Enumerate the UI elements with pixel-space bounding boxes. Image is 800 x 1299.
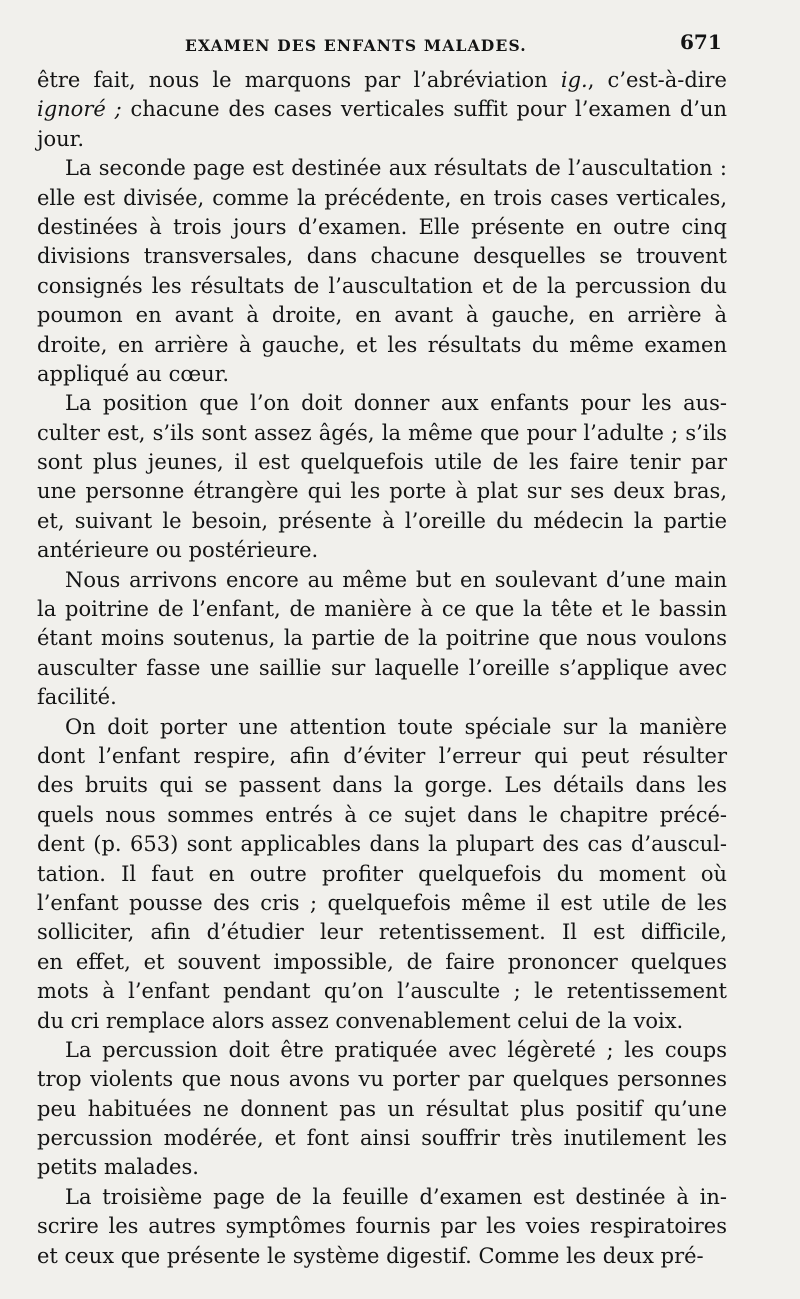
text-line: une personne étrangère qui les porte à plat sur ses deux bras,	[37, 479, 727, 504]
text-line: quels nous sommes entrés à ce sujet dans le chapitre précé-	[37, 802, 727, 827]
text-line: destinées à trois jours d’examen. Elle présente en outre cinq	[37, 214, 727, 239]
text-line: elle est divisée, comme la précédente, en trois cases verticales,	[37, 185, 727, 210]
text-line: et, suivant le besoin, présente à l’oreille du médecin la partie	[37, 508, 727, 533]
page-header	[0, 30, 800, 60]
text-line: droite, en arrière à gauche, et les résultats du même examen	[37, 332, 727, 357]
text-line: La percussion doit être pratiquée avec légèreté ; les coups	[65, 1037, 727, 1062]
text-line: sont plus jeunes, il est quelquefois utile de les faire tenir par	[37, 450, 727, 475]
text-line: poumon en avant à droite, en avant à gauche, en arrière à	[37, 303, 727, 328]
text-line: facilité.	[37, 685, 117, 710]
paragraph	[37, 713, 727, 1036]
paragraph	[37, 154, 727, 389]
page-number: 671	[680, 30, 722, 54]
text-line: divisions transversales, dans chacune desquelles se trouvent	[37, 244, 727, 269]
text-line: culter est, s’ils sont assez âgés, la même que pour l’adulte ; s’ils	[37, 420, 727, 445]
text-line: On doit porter une attention toute spéciale sur la manière	[65, 714, 727, 739]
text-line: jour.	[37, 126, 85, 151]
text-line: Nous arrivons encore au même but en soulevant d’une main	[65, 567, 727, 592]
text-line: antérieure ou postérieure.	[37, 538, 319, 563]
text-line: consignés les résultats de l’auscultation et de la percussion du	[37, 273, 727, 298]
text-line: solliciter, afin d’étudier leur retentissement. Il est difficile,	[37, 920, 727, 945]
body-text	[37, 66, 727, 1271]
text-line: tation. Il faut en outre profiter quelquefois du moment où	[37, 861, 727, 886]
text-line: appliqué au cœur.	[37, 361, 230, 386]
text-line: La seconde page est destinée aux résultats de l’auscultation :	[65, 156, 727, 181]
text-line: dont l’enfant respire, afin d’éviter l’erreur qui peut résulter	[37, 743, 727, 768]
text-line: du cri remplace alors assez convenablement celui de la voix.	[37, 1008, 684, 1033]
text-line: ignoré ; chacune des cases verticales suffit pour l’examen d’un	[37, 97, 728, 122]
paragraph	[37, 1036, 727, 1183]
text-line: La position que l’on doit donner aux enfants pour les aus-	[65, 391, 727, 416]
paragraph	[37, 66, 727, 154]
text-line: et ceux que présente le système digestif. Comme les deux pré-	[37, 1243, 704, 1268]
text-line: étant moins soutenus, la partie de la poitrine que nous voulons	[37, 626, 727, 651]
text-line: ausculter fasse une saillie sur laquelle l’oreille s’applique avec	[37, 655, 727, 680]
text-line: scrire les autres symptômes fournis par les voies respiratoires	[37, 1214, 727, 1239]
text-line: petits malades.	[37, 1155, 199, 1180]
text-line: en effet, et souvent impossible, de faire prononcer quelques	[37, 949, 727, 974]
text-line: peu habituées ne donnent pas un résultat plus positif qu’une	[37, 1096, 727, 1121]
text-line: La troisième page de la feuille d’examen est destinée à in-	[65, 1184, 727, 1209]
text-line: l’enfant pousse des cris ; quelquefois même il est utile de les	[37, 890, 727, 915]
text-line: des bruits qui se passent dans la gorge. Les détails dans les	[37, 773, 727, 798]
text-line: dent (p. 653) sont applicables dans la plupart des cas d’auscul-	[37, 832, 727, 857]
text-line: être fait, nous le marquons par l’abréviation ig., c’est-à-dire	[37, 68, 727, 92]
text-line: la poitrine de l’enfant, de manière à ce que la tête et le bassin	[37, 597, 727, 622]
text-line: percussion modérée, et font ainsi souffrir très inutilement les	[37, 1126, 727, 1151]
paragraph	[37, 566, 727, 713]
text-line: trop violents que nous avons vu porter par quelques personnes	[37, 1067, 727, 1092]
running-title: EXAMEN DES ENFANTS MALADES.	[185, 36, 527, 55]
paragraph	[37, 389, 727, 565]
paragraph	[37, 1183, 727, 1271]
text-line: mots à l’enfant pendant qu’on l’ausculte ; le retentissement	[37, 979, 727, 1004]
